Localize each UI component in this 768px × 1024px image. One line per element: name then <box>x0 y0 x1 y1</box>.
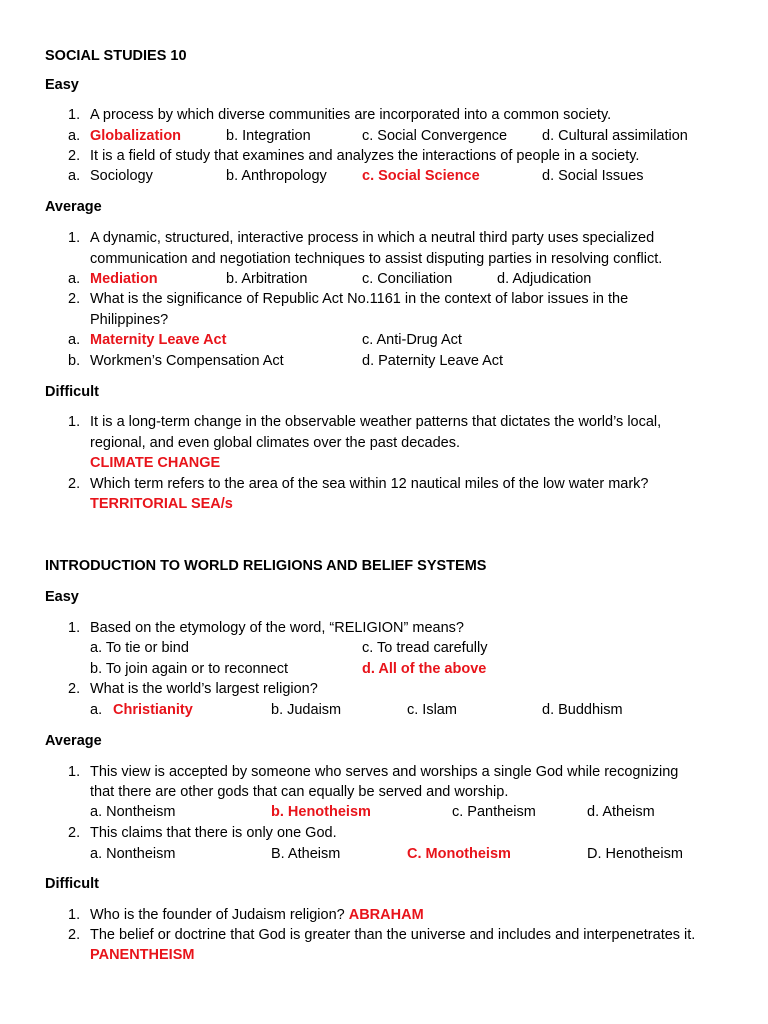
option: c. Pantheism <box>452 804 536 820</box>
correct-answer: Christianity <box>113 702 193 718</box>
section-title: SOCIAL STUDIES 10 <box>45 48 187 64</box>
average-heading: Average <box>45 199 102 215</box>
option: a. Nontheism <box>90 846 176 862</box>
correct-answer: PANENTHEISM <box>90 947 195 963</box>
option-letter: a. <box>68 128 81 144</box>
section-title: INTRODUCTION TO WORLD RELIGIONS AND BELIEF SYSTEMS <box>45 558 487 574</box>
correct-answer: CLIMATE CHANGE <box>90 455 221 471</box>
question-number: 1. <box>68 764 81 780</box>
option: b. Judaism <box>271 702 342 718</box>
correct-answer: Mediation <box>90 271 158 287</box>
question-number: 1. <box>68 620 81 636</box>
option: c. Social Convergence <box>362 128 508 144</box>
question-number: 1. <box>68 907 81 923</box>
option-letter: a. <box>68 332 81 348</box>
easy-heading: Easy <box>45 77 79 93</box>
option: d. Cultural assimilation <box>542 128 688 144</box>
question-number: 2. <box>68 681 81 697</box>
option: c. Anti-Drug Act <box>362 332 462 348</box>
question-text: A process by which diverse communities are incorporated into a common society. <box>90 107 612 123</box>
correct-answer: C. Monotheism <box>407 846 511 862</box>
question-text <box>90 907 424 924</box>
question-number: 1. <box>68 107 81 123</box>
option: d. Paternity Leave Act <box>362 353 504 369</box>
correct-answer: Maternity Leave Act <box>90 332 227 348</box>
option: a. Nontheism <box>90 804 176 820</box>
option: d. Atheism <box>587 804 655 820</box>
question-text: It is a long-term change in the observable weather patterns that dictates the world’s local, <box>90 414 662 430</box>
option: B. Atheism <box>271 846 341 862</box>
question-number: 2. <box>68 291 81 307</box>
question-text: What is the significance of Republic Act No.1161 in the context of labor issues in the <box>90 291 629 307</box>
option: D. Henotheism <box>587 846 683 862</box>
average-heading: Average <box>45 733 102 749</box>
option: b. Anthropology <box>226 168 327 184</box>
question-text: regional, and even global climates over the past decades. <box>90 435 460 451</box>
difficult-heading: Difficult <box>45 876 99 892</box>
question-text: This view is accepted by someone who serves and worships a single God while recognizing <box>90 764 679 780</box>
question-text: Philippines? <box>90 312 169 328</box>
option: c. To tread carefully <box>362 640 488 656</box>
question-number: 2. <box>68 825 81 841</box>
question-text: The belief or doctrine that God is greater than the universe and includes and interpenetrates it. <box>90 927 696 943</box>
question-text: A dynamic, structured, interactive process in which a neutral third party uses specialized <box>90 230 655 246</box>
question-text: It is a field of study that examines and analyzes the interactions of people in a society. <box>90 148 640 164</box>
option-letter: a. <box>68 271 81 287</box>
correct-answer: TERRITORIAL SEA/s <box>90 496 233 512</box>
difficult-heading: Difficult <box>45 384 99 400</box>
option: d. Buddhism <box>542 702 623 718</box>
option: a. To tie or bind <box>90 640 189 656</box>
option: d. Adjudication <box>497 271 592 287</box>
option-letter: a. <box>68 168 81 184</box>
correct-answer: b. Henotheism <box>271 804 371 820</box>
option-letter: b. <box>68 353 81 369</box>
correct-answer: c. Social Science <box>362 168 480 184</box>
option: Sociology <box>90 168 153 184</box>
question-number: 2. <box>68 148 81 164</box>
question-text-body: Who is the founder of Judaism religion? <box>90 907 345 923</box>
option: b. To join again or to reconnect <box>90 661 289 677</box>
question-text: communication and negotiation techniques to assist disputing parties in resolving conflict. <box>90 251 663 267</box>
question-number: 1. <box>68 230 81 246</box>
correct-answer: d. All of the above <box>362 661 487 677</box>
question-number: 2. <box>68 476 81 492</box>
question-text: Which term refers to the area of the sea within 12 nautical miles of the low water mark? <box>90 476 649 492</box>
question-number: 1. <box>68 414 81 430</box>
option: Workmen’s Compensation Act <box>90 353 284 369</box>
option: c. Conciliation <box>362 271 453 287</box>
question-text: that there are other gods that can equally be served and worship. <box>90 784 509 800</box>
correct-answer: ABRAHAM <box>348 907 424 923</box>
option-letter: a. <box>90 702 103 718</box>
option: c. Islam <box>407 702 457 718</box>
question-number: 2. <box>68 927 81 943</box>
correct-answer: Globalization <box>90 128 182 144</box>
easy-heading: Easy <box>45 589 79 605</box>
question-text: This claims that there is only one God. <box>90 825 337 841</box>
option: b. Arbitration <box>226 271 308 287</box>
question-text: What is the world’s largest religion? <box>90 681 318 697</box>
option: d. Social Issues <box>542 168 644 184</box>
question-text: Based on the etymology of the word, “RELIGION” means? <box>90 620 464 636</box>
option: b. Integration <box>226 128 311 144</box>
